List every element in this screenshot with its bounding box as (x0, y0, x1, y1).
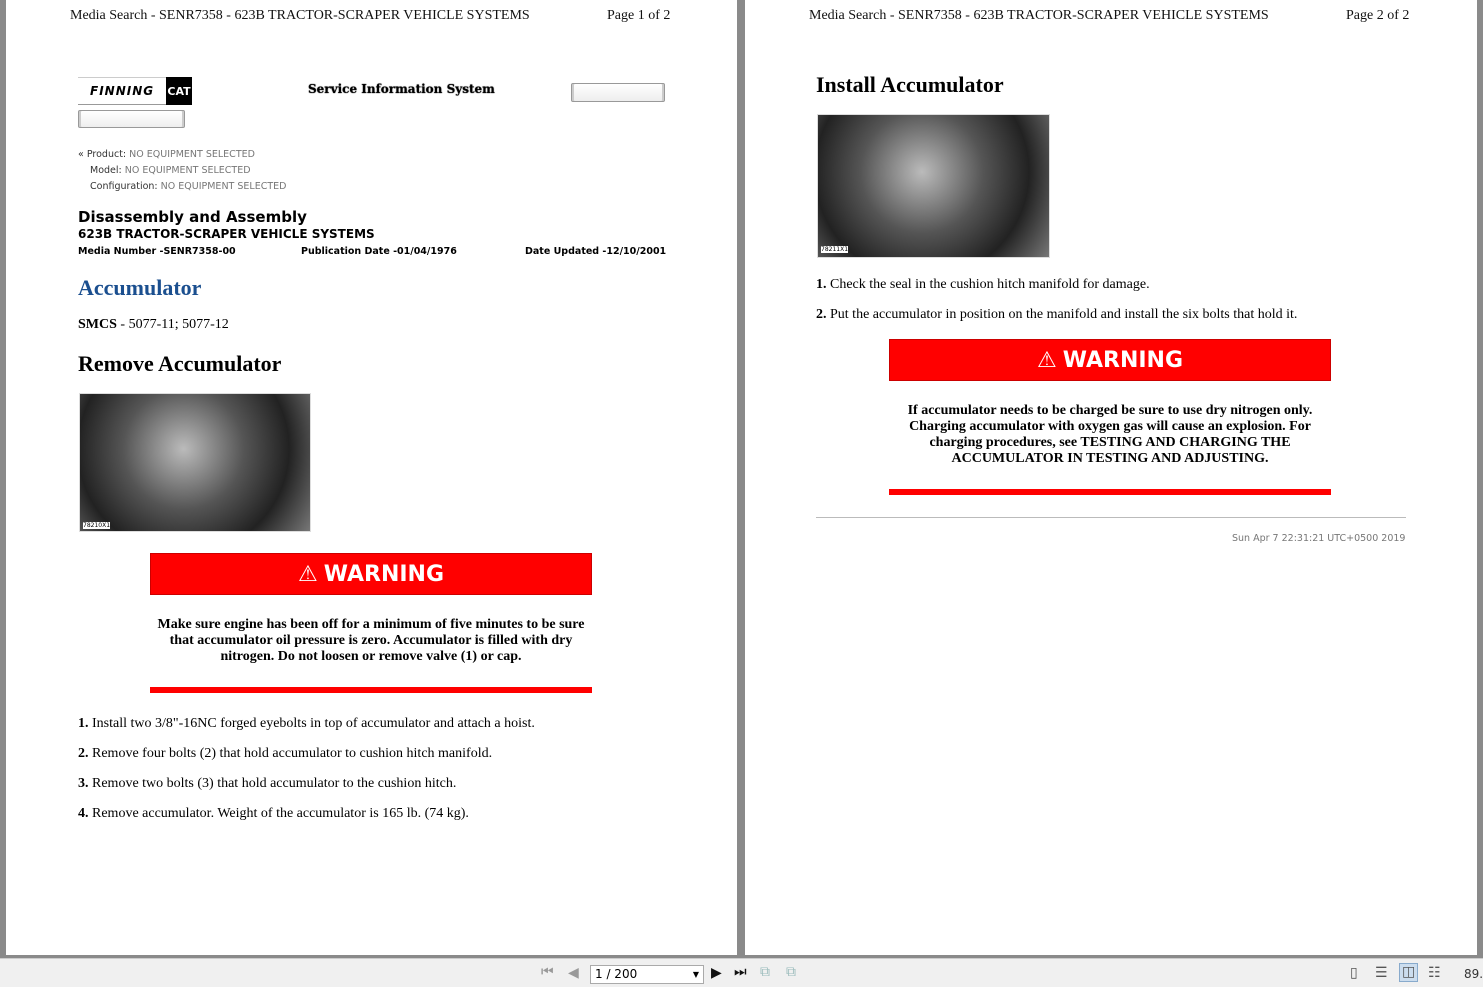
doc-subtitle: 623B TRACTOR-SCRAPER VEHICLE SYSTEMS (78, 227, 375, 241)
warning-banner: ⚠ WARNING (889, 339, 1331, 381)
step-item: 4. Remove accumulator. Weight of the accumulator is 165 lb. (74 kg). (78, 806, 469, 821)
finning-cat-logo (78, 77, 192, 105)
media-number: Media Number -SENR7358-00 (78, 246, 236, 257)
step-item: 1. Install two 3/8"-16NC forged eyebolts in top of accumulator and attach a hoist. (78, 716, 535, 731)
blank-button-left[interactable] (78, 110, 185, 128)
section-heading-install: Install Accumulator (816, 72, 1004, 97)
step-item: 2. Put the accumulator in position on the manifold and install the six bolts that hold it. (816, 307, 1298, 322)
previous-view-icon[interactable]: ⧉ (760, 965, 770, 980)
next-page-icon[interactable]: ▶ (711, 966, 722, 981)
pdf-page-2 (745, 0, 1477, 955)
section-heading-remove: Remove Accumulator (78, 351, 282, 376)
warning-triangle-icon: ⚠ (1036, 347, 1057, 373)
pdf-viewer-toolbar (0, 958, 1483, 987)
cat-logo: CAT (166, 77, 192, 105)
step-item: 2. Remove four bolts (2) that hold accumulator to cushion hitch manifold. (78, 746, 493, 761)
page-header-number: Page 2 of 2 (1346, 8, 1410, 23)
next-view-icon[interactable]: ⧉ (786, 965, 796, 980)
page-header-title: Media Search - SENR7358 - 623B TRACTOR-SCRAPER VEHICLE SYSTEMS (70, 8, 530, 23)
logo-text: FINNING (90, 84, 155, 98)
first-page-icon[interactable]: ⏮ (541, 965, 554, 980)
step-item: 3. Remove two bolts (3) that hold accumulator to the cushion hitch. (78, 776, 457, 791)
previous-page-icon[interactable]: ◀ (568, 966, 579, 981)
page-header-title: Media Search - SENR7358 - 623B TRACTOR-SCRAPER VEHICLE SYSTEMS (809, 8, 1269, 23)
model-row: Model: NO EQUIPMENT SELECTED (90, 165, 251, 176)
chevron-down-icon[interactable]: ▼ (692, 970, 699, 979)
document-title: Accumulator (78, 275, 202, 300)
warning-text: If accumulator needs to be charged be sure to use dry nitrogen only. Charging accumulator with oxygen gas will cause an explosion. For charging procedures, see TESTING AND CHARGING THE ACCUMULATOR IN TESTING AND ADJUSTING. (907, 403, 1313, 466)
warning-triangle-icon: ⚠ (297, 561, 318, 587)
accumulator-install-photo (817, 114, 1050, 258)
page-header-number: Page 1 of 2 (607, 8, 671, 23)
smcs-codes: SMCS - 5077-11; 5077-12 (78, 317, 229, 332)
zoom-level[interactable]: 89. (1464, 967, 1483, 981)
footer-divider (816, 517, 1406, 518)
pdf-page-1 (6, 0, 737, 955)
image-label: 78211X1 (821, 246, 849, 253)
publication-date: Publication Date -01/04/1976 (301, 246, 457, 257)
accumulator-removal-photo (79, 393, 311, 532)
warning-text: Make sure engine has been off for a minimum of five minutes to be sure that accumulator oil pressure is zero. Accumulator is filled with dry nitrogen. Do not loosen or remove valve (1) or cap. (157, 617, 585, 664)
page-number-input[interactable]: 1 / 200 ▼ (590, 965, 704, 984)
warning-divider (889, 489, 1331, 495)
date-updated: Date Updated -12/10/2001 (525, 246, 667, 257)
image-label: 78210X1 (83, 522, 111, 529)
sis-title: Service Information System (308, 82, 495, 96)
blank-button-right[interactable] (571, 83, 665, 102)
product-row: « Product: NO EQUIPMENT SELECTED (78, 149, 255, 160)
warning-divider (150, 687, 592, 693)
single-page-icon[interactable]: ▯ (1350, 966, 1358, 981)
last-page-icon[interactable]: ⏭ (734, 965, 747, 980)
warning-banner: ⚠ WARNING (150, 553, 592, 595)
continuous-page-icon[interactable]: ☰ (1375, 966, 1388, 981)
two-page-continuous-icon[interactable]: ☷ (1428, 966, 1441, 981)
configuration-row: Configuration: NO EQUIPMENT SELECTED (90, 181, 287, 192)
doc-type: Disassembly and Assembly (78, 208, 307, 226)
two-page-view-icon[interactable]: ◫ (1399, 963, 1418, 982)
print-timestamp: Sun Apr 7 22:31:21 UTC+0500 2019 (1232, 533, 1406, 544)
collapse-icon[interactable]: « (78, 149, 84, 160)
step-item: 1. Check the seal in the cushion hitch manifold for damage. (816, 277, 1150, 292)
